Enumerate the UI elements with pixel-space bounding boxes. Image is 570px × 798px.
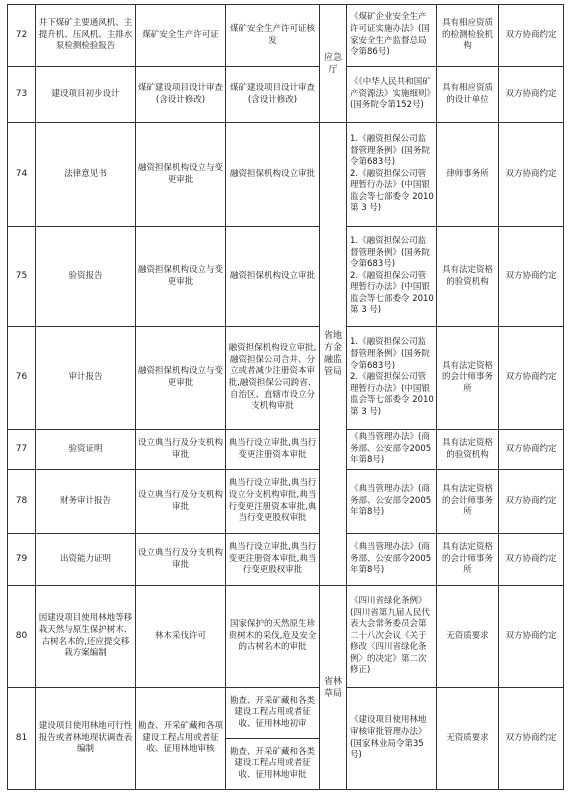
fee-basis: 双方协商约定	[499, 586, 564, 688]
service-item: 建设项目使用林地可行性报告或者林地现状调查表编制	[36, 688, 136, 790]
fee-basis: 双方协商约定	[499, 5, 564, 67]
sub-item: 典当行设立审批,典当行变更注册资本审批	[226, 430, 320, 470]
sub-item: 典当行设立审批,典当行设立分支机构审批,典当行变更注册资本审批,典当行变更股权审批	[226, 470, 320, 534]
row-number: 77	[8, 430, 36, 470]
service-item: 验资证明	[36, 430, 136, 470]
fee-basis: 双方协商约定	[499, 534, 564, 586]
sub-item: 煤矿建设项目设计审查(含设计修改)	[226, 67, 320, 123]
table-row	[8, 5, 564, 67]
department-cell: 应急厅	[320, 5, 347, 123]
legal-basis: 1.《融资担保公司监督管理条例》(国务院令第683号) 2.《融资担保公司管理暂行办法》(中国银监会等七部委令 2010 第 3 号)	[347, 227, 437, 327]
sub-item: 融资担保机构设立审批,融资担保公司合并、分立或者减少注册资本审批,融资担保公司跨省、自治区、直辖市设立分支机构审批	[226, 327, 320, 430]
table-row	[8, 470, 564, 534]
row-number: 79	[8, 534, 36, 586]
fee-basis: 双方协商约定	[499, 430, 564, 470]
legal-basis: 《四川省绿化条例》(四川省第九届人民代表大会常务委员会第二十八次会议《关于修改〈四川省绿化条例〉的决定》第二次修正)	[347, 586, 437, 688]
qualification: 具有法定资格的会计师事务所	[437, 470, 499, 534]
row-number: 80	[8, 586, 36, 688]
service-item: 法律意见书	[36, 123, 136, 227]
fee-basis: 双方协商约定	[499, 470, 564, 534]
row-number: 81	[8, 688, 36, 790]
fee-basis: 双方协商约定	[499, 123, 564, 227]
approval-item: 融资担保机构设立与变更审批	[136, 227, 226, 327]
table-row	[8, 123, 564, 227]
service-item: 井下煤矿主要通风机、主提升机、压风机、主排水泵检测检验报告	[36, 5, 136, 67]
qualification: 无资质要求	[437, 586, 499, 688]
row-number: 74	[8, 123, 36, 227]
row-number: 76	[8, 327, 36, 430]
service-item: 因建设项目使用林地等移栽天然与原生保护树木、古树名木的,还应提交移栽方案编制	[36, 586, 136, 688]
sub-item-b: 勘查、开采矿藏和各类建设工程占用或者征收、征用林地审批	[226, 739, 320, 790]
sub-item: 国家保护的天然原生珍贵树木的采伐,危及安全的古树名木的审批	[226, 586, 320, 688]
approval-item: 融资担保机构设立与变更审批	[136, 123, 226, 227]
qualification: 无资质要求	[437, 688, 499, 790]
qualification: 律师事务所	[437, 123, 499, 227]
fee-basis: 双方协商约定	[499, 67, 564, 123]
services-table	[7, 4, 564, 790]
legal-basis: 《煤矿企业安全生产许可证实施办法》(国家安全生产监督总局令第86号)	[347, 5, 437, 67]
table-row	[8, 430, 564, 470]
row-number: 72	[8, 5, 36, 67]
department-cell: 省地方金融监管局	[320, 123, 347, 586]
sub-item: 煤矿安全生产许可证核发	[226, 5, 320, 67]
service-item: 财务审计报告	[36, 470, 136, 534]
approval-item: 设立典当行及分支机构审批	[136, 470, 226, 534]
row-number: 75	[8, 227, 36, 327]
service-item: 审计报告	[36, 327, 136, 430]
legal-basis: 1.《融资担保公司监督管理条例》(国务院令第683号) 2.《融资担保公司管理暂行办法》(中国银监会等七部委令 2010 第 3 号)	[347, 327, 437, 430]
qualification: 具有相应资质的检测检验机构	[437, 5, 499, 67]
sub-item-a: 勘查、开采矿藏和各类建设工程占用或者征收、征用林地初审	[226, 688, 320, 739]
department-cell: 省林草局	[320, 586, 347, 790]
qualification: 具有法定资格的验资机构	[437, 430, 499, 470]
fee-basis: 双方协商约定	[499, 227, 564, 327]
sub-item: 融资担保机构设立审批	[226, 123, 320, 227]
legal-basis: 《建设项目使用林地审核审批管理办法》(国家林业局令第35号)	[347, 688, 437, 790]
table-row	[8, 534, 564, 586]
approval-item: 设立典当行及分支机构审批	[136, 534, 226, 586]
legal-basis: 《典当管理办法》(商务部、公安部令2005年第8号)	[347, 534, 437, 586]
table-row	[8, 67, 564, 123]
service-item: 验资报告	[36, 227, 136, 327]
qualification: 具有相应资质的设计单位	[437, 67, 499, 123]
table-row	[8, 586, 564, 688]
qualification: 具有法定资格的验资机构	[437, 227, 499, 327]
approval-item: 林木采伐许可	[136, 586, 226, 688]
legal-basis: 1.《融资担保公司监督管理条例》(国务院令第683号) 2.《融资担保公司管理暂行办法》(中国银监会等七部委令 2010 第 3 号)	[347, 123, 437, 227]
fee-basis: 双方协商约定	[499, 688, 564, 790]
qualification: 具有法定资格的会计师事务所	[437, 327, 499, 430]
approval-item: 煤矿安全生产许可证	[136, 5, 226, 67]
legal-basis: 《《中华人民共和国矿产资源法》实施细则》(国务院令第152号)	[347, 67, 437, 123]
qualification: 具有法定资格的会计师事务所	[437, 534, 499, 586]
service-item: 出资能力证明	[36, 534, 136, 586]
sub-item: 融资担保机构设立审批	[226, 227, 320, 327]
table-row	[8, 327, 564, 430]
legal-basis: 《典当管理办法》(商务部、公安部令2005年第8号)	[347, 470, 437, 534]
service-item: 建设项目初步设计	[36, 67, 136, 123]
approval-item: 融资担保机构设立与变更审批	[136, 327, 226, 430]
approval-item: 设立典当行及分支机构审批	[136, 430, 226, 470]
legal-basis: 《典当管理办法》(商务部、公安部令2005年第8号)	[347, 430, 437, 470]
row-number: 73	[8, 67, 36, 123]
table-row	[8, 688, 564, 739]
approval-item: 煤矿建设项目设计审查(含设计修改)	[136, 67, 226, 123]
sub-item: 典当行设立审批,典当行变更注册资本审批,典当行变更股权审批	[226, 534, 320, 586]
fee-basis: 双方协商约定	[499, 327, 564, 430]
table-row	[8, 227, 564, 327]
approval-item: 勘查、开采矿藏和各项建设工程占用或者征收、征用林地审核	[136, 688, 226, 790]
row-number: 78	[8, 470, 36, 534]
